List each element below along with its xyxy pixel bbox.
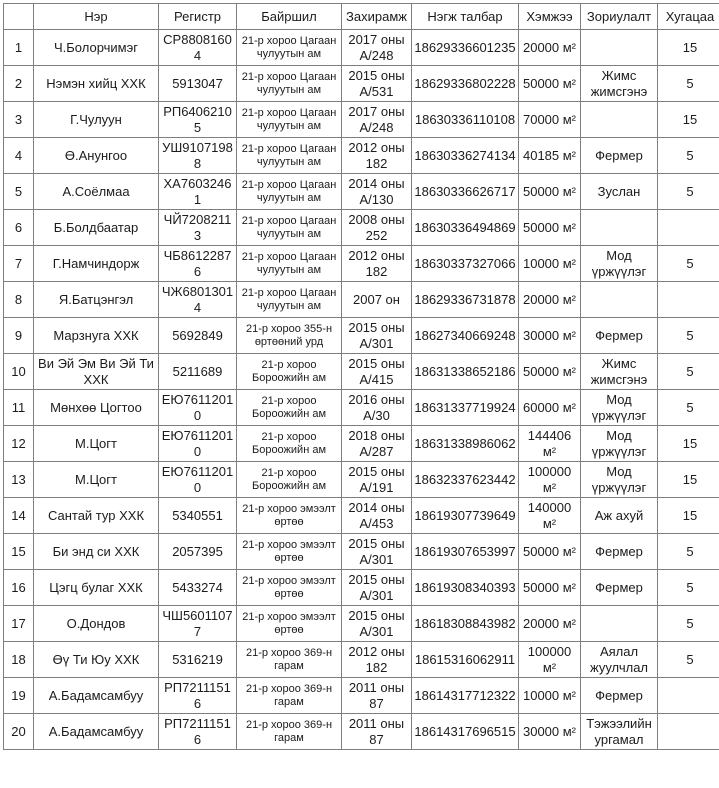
- cell: Г.Чулуун: [34, 102, 159, 138]
- cell: 5: [658, 390, 719, 426]
- column-header: Регистр: [159, 4, 237, 30]
- cell: Мод үржүүлэг: [581, 390, 658, 426]
- column-header: Байршил: [237, 4, 342, 30]
- cell: 18614317712322: [412, 678, 519, 714]
- cell: 18627340669248: [412, 318, 519, 354]
- cell: 18618308843982: [412, 606, 519, 642]
- table-body: [4, 30, 719, 750]
- cell: 18629336802228: [412, 66, 519, 102]
- table-row: [4, 498, 719, 534]
- cell: Ч.Болорчимэг: [34, 30, 159, 66]
- cell: 18614317696515: [412, 714, 519, 750]
- cell: 15: [658, 30, 719, 66]
- cell: 18630336110108: [412, 102, 519, 138]
- table-row: [4, 282, 719, 318]
- cell: 21-р хороо 355-н өртөөний урд: [237, 318, 342, 354]
- cell: А.Бадамсамбуу: [34, 714, 159, 750]
- cell: 2018 оны А/287: [342, 426, 412, 462]
- cell: Тэжээлийн ургамал: [581, 714, 658, 750]
- cell: 18629336731878: [412, 282, 519, 318]
- table-row: [4, 66, 719, 102]
- table-row: [4, 462, 719, 498]
- cell: 18631338652186: [412, 354, 519, 390]
- cell: 50000 м²: [519, 534, 581, 570]
- row-number: 7: [4, 246, 34, 282]
- cell: 21-р хороо 369-н гарам: [237, 678, 342, 714]
- table-row: [4, 570, 719, 606]
- cell: 21-р хороо Бороожийн ам: [237, 354, 342, 390]
- table-row: [4, 102, 719, 138]
- cell: 2011 оны 87: [342, 714, 412, 750]
- table-row: [4, 318, 719, 354]
- cell: [581, 102, 658, 138]
- cell: 10000 м²: [519, 246, 581, 282]
- cell: [581, 210, 658, 246]
- cell: РП72111516: [159, 714, 237, 750]
- cell: Фермер: [581, 570, 658, 606]
- cell: Мод үржүүлэг: [581, 426, 658, 462]
- cell: 5433274: [159, 570, 237, 606]
- cell: 5913047: [159, 66, 237, 102]
- column-header: Хугацаа: [658, 4, 719, 30]
- cell: А.Соёлмаа: [34, 174, 159, 210]
- cell: 2014 оны А/453: [342, 498, 412, 534]
- cell: РП72111516: [159, 678, 237, 714]
- cell: 2015 оны А/301: [342, 606, 412, 642]
- cell: 5: [658, 606, 719, 642]
- cell: 2012 оны 182: [342, 642, 412, 678]
- cell: РП64062105: [159, 102, 237, 138]
- cell: Мод үржүүлэг: [581, 462, 658, 498]
- cell: 20000 м²: [519, 282, 581, 318]
- row-number: 9: [4, 318, 34, 354]
- cell: 18630337327066: [412, 246, 519, 282]
- cell: УШ91071988: [159, 138, 237, 174]
- table-row: [4, 354, 719, 390]
- cell: 2015 оны А/301: [342, 318, 412, 354]
- cell: 2017 оны А/248: [342, 30, 412, 66]
- cell: 5: [658, 642, 719, 678]
- cell: ЕЮ76112010: [159, 462, 237, 498]
- cell: Сантай тур ХХК: [34, 498, 159, 534]
- row-number: 3: [4, 102, 34, 138]
- cell: Жимс жимсгэнэ: [581, 354, 658, 390]
- row-number: 14: [4, 498, 34, 534]
- cell: А.Бадамсамбуу: [34, 678, 159, 714]
- cell: 21-р хороо Цагаан чулуутын ам: [237, 210, 342, 246]
- cell: 18630336274134: [412, 138, 519, 174]
- cell: 5: [658, 246, 719, 282]
- cell: ХА76032461: [159, 174, 237, 210]
- cell: 5340551: [159, 498, 237, 534]
- cell: 21-р хороо Цагаан чулуутын ам: [237, 174, 342, 210]
- cell: 21-р хороо эмээлт өртөө: [237, 534, 342, 570]
- cell: [658, 282, 719, 318]
- column-header: [4, 4, 34, 30]
- cell: 2015 оны А/191: [342, 462, 412, 498]
- cell: 5692849: [159, 318, 237, 354]
- table-row: [4, 714, 719, 750]
- column-header: Хэмжээ: [519, 4, 581, 30]
- cell: 50000 м²: [519, 354, 581, 390]
- cell: 2015 оны А/531: [342, 66, 412, 102]
- row-number: 18: [4, 642, 34, 678]
- cell: Аж ахуй: [581, 498, 658, 534]
- row-number: 20: [4, 714, 34, 750]
- cell: 15: [658, 498, 719, 534]
- cell: М.Цогт: [34, 462, 159, 498]
- table-row: [4, 606, 719, 642]
- row-number: 17: [4, 606, 34, 642]
- cell: 5: [658, 318, 719, 354]
- cell: М.Цогт: [34, 426, 159, 462]
- cell: Зуслан: [581, 174, 658, 210]
- cell: [581, 606, 658, 642]
- cell: [658, 210, 719, 246]
- cell: Аялал жуулчлал: [581, 642, 658, 678]
- cell: 18630336494869: [412, 210, 519, 246]
- cell: 21-р хороо эмээлт өртөө: [237, 570, 342, 606]
- row-number: 16: [4, 570, 34, 606]
- cell: Г.Намчиндорж: [34, 246, 159, 282]
- cell: ЧЖ68013014: [159, 282, 237, 318]
- row-number: 11: [4, 390, 34, 426]
- cell: [658, 714, 719, 750]
- cell: 40185 м²: [519, 138, 581, 174]
- row-number: 6: [4, 210, 34, 246]
- cell: 70000 м²: [519, 102, 581, 138]
- column-header: Нэр: [34, 4, 159, 30]
- cell: Би энд си ХХК: [34, 534, 159, 570]
- table-row: [4, 30, 719, 66]
- cell: 2016 оны А/30: [342, 390, 412, 426]
- row-number: 19: [4, 678, 34, 714]
- cell: 60000 м²: [519, 390, 581, 426]
- cell: 2015 оны А/301: [342, 534, 412, 570]
- cell: ЧШ56011077: [159, 606, 237, 642]
- cell: 21-р хороо Цагаан чулуутын ам: [237, 138, 342, 174]
- cell: Я.Батцэнгэл: [34, 282, 159, 318]
- cell: 15: [658, 102, 719, 138]
- cell: Өү Ти Юу ХХК: [34, 642, 159, 678]
- cell: 5: [658, 354, 719, 390]
- cell: 30000 м²: [519, 318, 581, 354]
- cell: 18631337719924: [412, 390, 519, 426]
- cell: Жимс жимсгэнэ: [581, 66, 658, 102]
- cell: О.Дондов: [34, 606, 159, 642]
- cell: 5: [658, 534, 719, 570]
- cell: 18619307739649: [412, 498, 519, 534]
- cell: 21-р хороо Цагаан чулуутын ам: [237, 246, 342, 282]
- cell: Б.Болдбаатар: [34, 210, 159, 246]
- cell: 2015 оны А/415: [342, 354, 412, 390]
- cell: Ви Эй Эм Ви Эй Ти ХХК: [34, 354, 159, 390]
- cell: 2008 оны 252: [342, 210, 412, 246]
- cell: 5: [658, 138, 719, 174]
- cell: 21-р хороо 369-н гарам: [237, 714, 342, 750]
- table-row: [4, 174, 719, 210]
- table-row: [4, 390, 719, 426]
- cell: 18630336626717: [412, 174, 519, 210]
- table-row: [4, 210, 719, 246]
- cell: Цэгц булаг ХХК: [34, 570, 159, 606]
- table-row: [4, 642, 719, 678]
- row-number: 4: [4, 138, 34, 174]
- cell: Марзнуга ХХК: [34, 318, 159, 354]
- cell: 2007 он: [342, 282, 412, 318]
- table-row: [4, 534, 719, 570]
- cell: 100000 м²: [519, 642, 581, 678]
- cell: [581, 282, 658, 318]
- cell: 21-р хороо Бороожийн ам: [237, 390, 342, 426]
- cell: 18631338986062: [412, 426, 519, 462]
- cell: Фермер: [581, 138, 658, 174]
- land-permits-table: [3, 3, 719, 750]
- cell: 50000 м²: [519, 174, 581, 210]
- cell: 21-р хороо Бороожийн ам: [237, 462, 342, 498]
- cell: 2011 оны 87: [342, 678, 412, 714]
- row-number: 5: [4, 174, 34, 210]
- cell: 21-р хороо Цагаан чулуутын ам: [237, 102, 342, 138]
- cell: [581, 30, 658, 66]
- cell: 144406 м²: [519, 426, 581, 462]
- table-row: [4, 246, 719, 282]
- cell: 18619307653997: [412, 534, 519, 570]
- cell: 5: [658, 570, 719, 606]
- row-number: 12: [4, 426, 34, 462]
- cell: 21-р хороо Цагаан чулуутын ам: [237, 66, 342, 102]
- table-row: [4, 138, 719, 174]
- header-row: [4, 4, 719, 30]
- cell: Фермер: [581, 678, 658, 714]
- cell: Ө.Анунгоо: [34, 138, 159, 174]
- cell: 50000 м²: [519, 210, 581, 246]
- cell: Нэмэн хийц ХХК: [34, 66, 159, 102]
- cell: 18619308340393: [412, 570, 519, 606]
- cell: 2014 оны А/130: [342, 174, 412, 210]
- row-number: 10: [4, 354, 34, 390]
- row-number: 1: [4, 30, 34, 66]
- cell: 5211689: [159, 354, 237, 390]
- row-number: 15: [4, 534, 34, 570]
- cell: 15: [658, 462, 719, 498]
- row-number: 8: [4, 282, 34, 318]
- cell: 21-р хороо Цагаан чулуутын ам: [237, 282, 342, 318]
- cell: Фермер: [581, 534, 658, 570]
- cell: 15: [658, 426, 719, 462]
- cell: 30000 м²: [519, 714, 581, 750]
- cell: 21-р хороо Бороожийн ам: [237, 426, 342, 462]
- cell: 21-р хороо эмээлт өртөө: [237, 498, 342, 534]
- cell: 20000 м²: [519, 30, 581, 66]
- cell: 2017 оны А/248: [342, 102, 412, 138]
- cell: 2012 оны 182: [342, 246, 412, 282]
- cell: ЕЮ76112010: [159, 390, 237, 426]
- column-header: Захирамж: [342, 4, 412, 30]
- cell: Фермер: [581, 318, 658, 354]
- cell: Мод үржүүлэг: [581, 246, 658, 282]
- cell: СР88081604: [159, 30, 237, 66]
- cell: ЕЮ76112010: [159, 426, 237, 462]
- cell: Мөнхөө Цогтоо: [34, 390, 159, 426]
- cell: 5: [658, 174, 719, 210]
- cell: 2012 оны 182: [342, 138, 412, 174]
- cell: 21-р хороо эмээлт өртөө: [237, 606, 342, 642]
- cell: ЧБ86122876: [159, 246, 237, 282]
- table-row: [4, 426, 719, 462]
- cell: 5316219: [159, 642, 237, 678]
- cell: 18615316062911: [412, 642, 519, 678]
- cell: ЧЙ72082113: [159, 210, 237, 246]
- cell: 2015 оны А/301: [342, 570, 412, 606]
- cell: 2057395: [159, 534, 237, 570]
- cell: 50000 м²: [519, 66, 581, 102]
- cell: 140000 м²: [519, 498, 581, 534]
- row-number: 2: [4, 66, 34, 102]
- cell: 50000 м²: [519, 570, 581, 606]
- cell: 21-р хороо 369-н гарам: [237, 642, 342, 678]
- cell: 18632337623442: [412, 462, 519, 498]
- column-header: Нэгж талбар: [412, 4, 519, 30]
- cell: 20000 м²: [519, 606, 581, 642]
- table-row: [4, 678, 719, 714]
- cell: 18629336601235: [412, 30, 519, 66]
- cell: 21-р хороо Цагаан чулуутын ам: [237, 30, 342, 66]
- cell: [658, 678, 719, 714]
- table-header: [4, 4, 719, 30]
- column-header: Зориулалт: [581, 4, 658, 30]
- cell: 100000 м²: [519, 462, 581, 498]
- cell: 10000 м²: [519, 678, 581, 714]
- cell: 5: [658, 66, 719, 102]
- row-number: 13: [4, 462, 34, 498]
